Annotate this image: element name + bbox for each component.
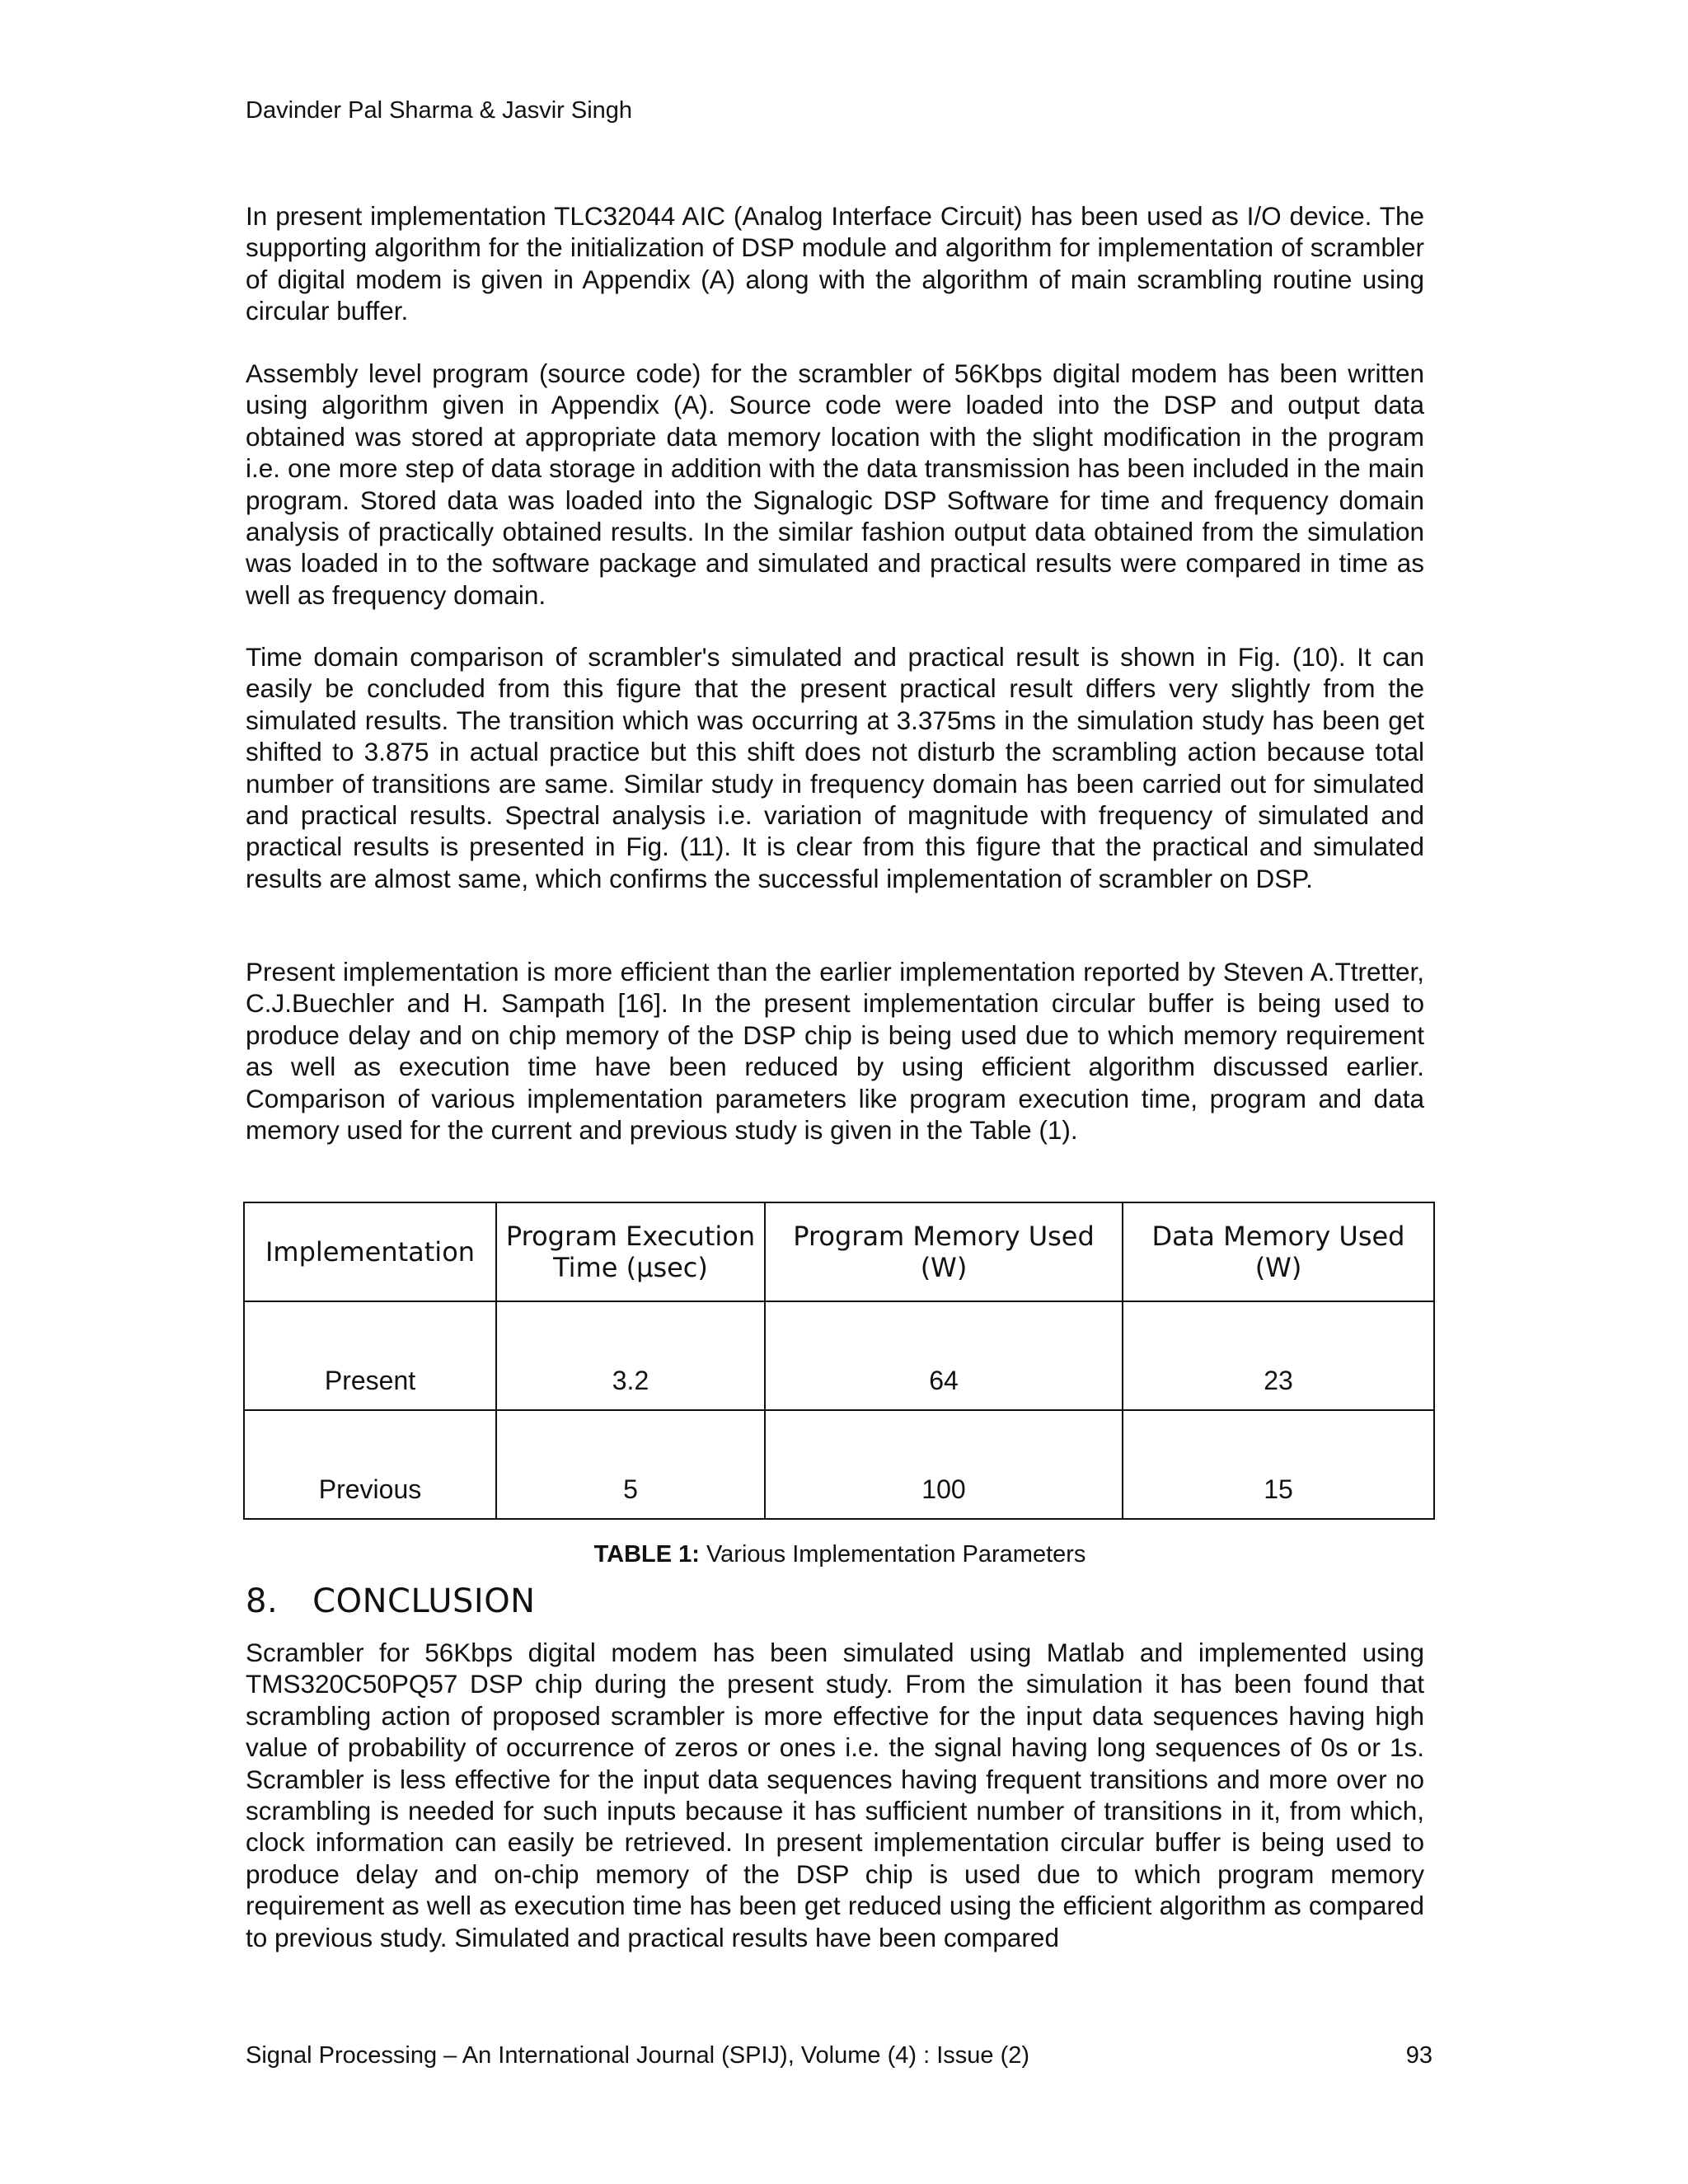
section-number: 8. xyxy=(246,1582,279,1620)
header-program-memory: Program Memory Used (W) xyxy=(765,1202,1123,1301)
cell-data-memory: 23 xyxy=(1123,1301,1434,1410)
footer-journal: Signal Processing – An International Journal (SPIJ), Volume (4) : Issue (2) xyxy=(246,2042,1030,2069)
implementation-parameters-table xyxy=(243,1202,1435,1520)
paragraph-conclusion: Scrambler for 56Kbps digital modem has been simulated using Matlab and implemented using TMS320C50PQ57 DSP chip during the present study. From the simulation it has been found that scrambling action of proposed scrambler is more effective for the input data sequences having high value of probability of occurrence of zeros or ones i.e. the signal having long sequences of 0s or 1s. Scrambler is less effective for the input data sequences having frequent transitions and more over no scrambling is needed for such inputs because it has sufficient number of transitions in it, from which, clock information can easily be retrieved. In present implementation circular buffer is being used to produce delay and on-chip memory of the DSP chip is used due to which program memory requirement as well as execution time has been get reduced using the efficient algorithm as compared to previous study. Simulated and practical results have been compared xyxy=(246,1638,1424,1952)
header-implementation: Implementation xyxy=(244,1202,496,1301)
table-header-row xyxy=(244,1202,1434,1301)
section-heading-conclusion xyxy=(246,1582,536,1620)
cell-execution-time: 5 xyxy=(496,1410,765,1519)
table-row xyxy=(244,1410,1434,1519)
running-header-authors: Davinder Pal Sharma & Jasvir Singh xyxy=(246,97,633,124)
page-footer xyxy=(246,2042,1432,2069)
table-caption-text: Various Implementation Parameters xyxy=(699,1541,1086,1568)
cell-data-memory: 15 xyxy=(1123,1410,1434,1519)
cell-execution-time: 3.2 xyxy=(496,1301,765,1410)
table-caption xyxy=(0,1541,1680,1568)
paragraph-time-domain-comparison: Time domain comparison of scrambler's simulated and practical result is shown in Fig. (10). It can easily be concluded from this figure that the present practical result differs very slightly from the simulated results. The transition which was occurring at 3.375ms in the simulation study has been get shifted to 3.875 in actual practice but this shift does not disturb the scrambling action because total number of transitions are same. Similar study in frequency domain has been carried out for simulated and practical results. Spectral analysis i.e. variation of magnitude with frequency of simulated and practical results is presented in Fig. (11). It is clear from this figure that the practical and simulated results are almost same, which confirms the successful implementation of scrambler on DSP. xyxy=(246,642,1424,893)
table-row xyxy=(244,1301,1434,1410)
cell-program-memory: 64 xyxy=(765,1301,1123,1410)
table-caption-label: TABLE 1: xyxy=(593,1541,700,1568)
paragraph-assembly-program: Assembly level program (source code) for the scrambler of 56Kbps digital modem has been written using algorithm given in Appendix (A). Source code were loaded into the DSP and output data obtained was stored at appropriate data memory location with the slight modification in the program i.e. one more step of data storage in addition with the data transmission has been included in the main program. Stored data was loaded into the Signalogic DSP Software for time and frequency domain analysis of practically obtained results. In the similar fashion output data obtained from the simulation was loaded in to the software package and simulated and practical results were compared in time as well as frequency domain. xyxy=(246,359,1424,610)
cell-implementation: Present xyxy=(244,1301,496,1410)
cell-implementation: Previous xyxy=(244,1410,496,1519)
paragraph-io-device: In present implementation TLC32044 AIC (Analog Interface Circuit) has been used as I/O device. The supporting algorithm for the initialization of DSP module and algorithm for implementation of scrambler of digital modem is given in Appendix (A) along with the algorithm of main scrambling routine using circular buffer. xyxy=(246,201,1424,326)
section-title: CONCLUSION xyxy=(312,1582,536,1620)
page-number: 93 xyxy=(1405,2042,1432,2069)
header-execution-time: Program Execution Time (µsec) xyxy=(496,1202,765,1301)
cell-program-memory: 100 xyxy=(765,1410,1123,1519)
paragraph-efficiency: Present implementation is more efficient than the earlier implementation reported by Steven A.Ttretter, C.J.Buechler and H. Sampath [16]. In the present implementation circular buffer is being used to produce delay and on chip memory of the DSP chip is being used due to which memory requirement as well as execution time have been reduced by using efficient algorithm discussed earlier. Comparison of various implementation parameters like program execution time, program and data memory used for the current and previous study is given in the Table (1). xyxy=(246,957,1424,1146)
header-data-memory: Data Memory Used (W) xyxy=(1123,1202,1434,1301)
